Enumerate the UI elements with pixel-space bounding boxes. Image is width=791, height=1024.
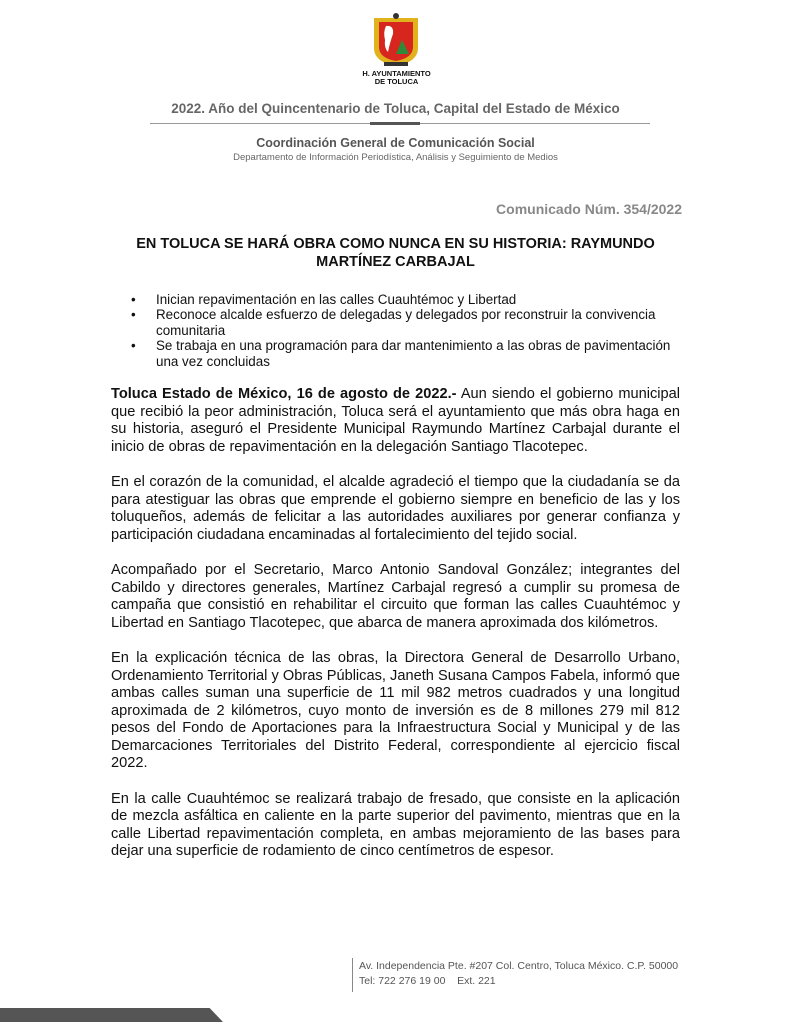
bullet-text: Inician repavimentación en las calles Cuauhtémoc y Libertad bbox=[156, 292, 517, 307]
bullet-text: Reconoce alcalde esfuerzo de delegadas y delegados por reconstruir la convivencia comunitaria bbox=[156, 307, 656, 338]
toluca-coat-of-arms-logo bbox=[366, 12, 426, 68]
department-subheading: Departamento de Información Periodística, Análisis y Seguimiento de Medios bbox=[233, 152, 558, 163]
list-item bbox=[111, 338, 680, 369]
list-item bbox=[111, 292, 680, 307]
coordination-heading: Coordinación General de Comunicación Social bbox=[256, 136, 535, 150]
paragraph: Acompañado por el Secretario, Marco Antonio Sandoval González; integrantes del Cabildo y directores generales, Martínez Carbajal regresó a cumplir su promesa de campaña que consistió en rehabilitar el circuito que forman las calles Cuauhtémoc y Libertad en Santiago Tlacotepec, que abarca de manera aproximada dos kilómetros. bbox=[111, 561, 680, 631]
paragraph: En la calle Cuauhtémoc se realizará trabajo de fresado, que consiste en la aplicación de mezcla asfáltica en caliente en la parte superior del pavimento, mientras que en la calle Libertad repavimentación completa, en ambas mejoramiento de las bases para dejar una superficie de rodamiento de cinco centímetros de espesor. bbox=[111, 790, 680, 860]
header-divider-accent bbox=[370, 122, 420, 125]
bullet-icon: • bbox=[131, 307, 136, 323]
logo-caption bbox=[300, 70, 493, 86]
footer-decorative-bar bbox=[0, 1008, 223, 1022]
logo-caption-line2: DE TOLUCA bbox=[374, 77, 419, 86]
document-body bbox=[111, 386, 680, 879]
list-item bbox=[111, 307, 680, 338]
bullet-icon: • bbox=[131, 338, 136, 354]
footer-phone: Tel: 722 276 19 00 Ext. 221 bbox=[359, 975, 496, 987]
bullet-icon: • bbox=[131, 292, 136, 307]
paragraph: En la explicación técnica de las obras, la Directora General de Desarrollo Urbano, Ordenamiento Territorial y Obras Públicas, Janeth Susana Campos Fabela, informó que ambas calles suman una superficie de 11 mil 982 metros cuadrados y una longitud aproximada de 2 kilómetros, cuyo monto de inversión es de 8 millones 279 mil 812 pesos del Fondo de Aportaciones para la Infraestructura Social y Municipal y de las Demarcaciones Territoriales del Distrito Federal, correspondiente al ejercicio fiscal 2022. bbox=[111, 649, 680, 772]
logo-caption-line1: H. AYUNTAMIENTO bbox=[362, 69, 431, 78]
bullet-text: Se trabaja en una programación para dar mantenimiento a las obras de pavimentación una vez concluidas bbox=[156, 338, 671, 369]
year-banner: 2022. Año del Quincentenario de Toluca, Capital del Estado de México bbox=[171, 101, 620, 116]
footer-address: Av. Independencia Pte. #207 Col. Centro, Toluca México. C.P. 50000 bbox=[359, 960, 679, 972]
press-release-number: Comunicado Núm. 354/2022 bbox=[496, 201, 682, 217]
highlights-list bbox=[111, 292, 680, 369]
dateline: Toluca Estado de México, 16 de agosto de 2022.- bbox=[111, 386, 457, 402]
document-title: EN TOLUCA SE HARÁ OBRA COMO NUNCA EN SU HISTORIA: RAYMUNDO MARTÍNEZ CARBAJAL bbox=[136, 236, 655, 270]
paragraph-text: Aun siendo el gobierno municipal que recibió la peor administración, Toluca será el ayuntamiento que más obra haga en su historia, aseguró el Presidente Municipal Raymundo Martínez Carbajal durante el inicio de obras de repavimentación en la delegación Santiago Tlacotepec. bbox=[111, 386, 680, 455]
footer-contact bbox=[359, 959, 678, 989]
footer-separator bbox=[352, 958, 353, 992]
paragraph bbox=[111, 386, 680, 456]
paragraph: En el corazón de la comunidad, el alcalde agradeció el tiempo que la ciudadanía se da para atestiguar las obras que emprende el gobierno siempre en beneficio de las y los toluqueños, además de felicitar a las autoridades auxiliares por generar confianza y participación ciudadana encaminadas al fortalecimiento del tejido social. bbox=[111, 473, 680, 543]
